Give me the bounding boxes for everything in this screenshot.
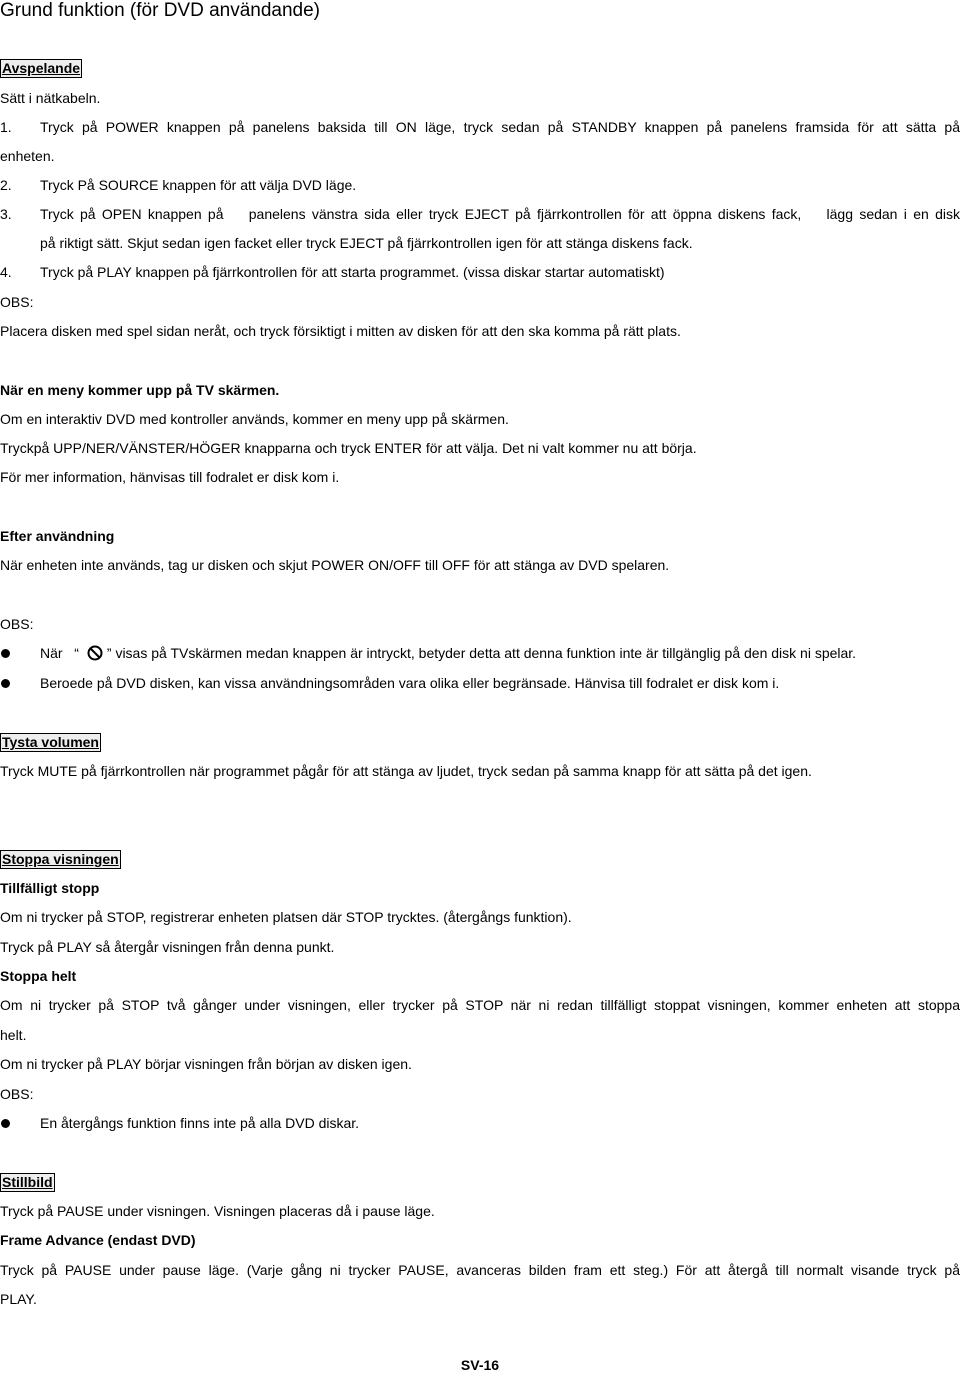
subheading-tillfalligt: Tillfälligt stopp (0, 880, 100, 896)
obs-label: OBS: (0, 616, 34, 632)
section-heading-avspelande (0, 59, 960, 78)
heading-stillbild: Stillbild (2, 1174, 53, 1190)
efter-text: När enheten inte används, tag ur disken och skjut POWER ON/OFF till OFF för att stänga av DVD spelaren. (0, 557, 670, 573)
bullet-icon (1, 649, 10, 658)
tysta-text: Tryck MUTE på fjärrkontrollen när programmet pågår för att stänga av ljudet, tryck sedan på samma knapp för att sätta på det igen. (0, 763, 812, 779)
stillbild-line: Tryck på PAUSE under pause läge. (Varje gång ni trycker PAUSE, avanceras bilden fram ett steg.) För att återgå till normalt visande tryck på (0, 1262, 960, 1278)
heading-stoppa: Stoppa visningen (2, 851, 119, 867)
bullet-text (40, 644, 960, 665)
step-text: Tryck på PLAY knappen på fjärrkontrollen för att starta programmet. (vissa diskar startar automatiskt) (40, 264, 665, 280)
bullet-text: Beroede på DVD disken, kan vissa användningsområden vara olika eller begränsade. Hänvisa till fodralet er disk kom i. (40, 675, 780, 691)
step-number: 1. (0, 119, 12, 135)
obs-label: OBS: (0, 294, 34, 310)
obs-text: Placera disken med spel sidan neråt, och tryck försiktigt i mitten av disken för att den ska komma på rätt plats. (0, 323, 681, 339)
step-text: Tryck på POWER knappen på panelens baksida till ON läge, tryck sedan på STANDBY knappen på panelens framsida för att sätta på (40, 119, 960, 135)
section-heading-tysta (0, 733, 960, 752)
bullet-text-post: ” visas på TVskärmen medan knappen är intryckt, betyder detta att denna funktion inte är tillgänglig på den disk ni spelar. (106, 645, 857, 661)
page-number: SV-16 (460, 1357, 500, 1373)
step-number: 3. (0, 206, 12, 222)
step-number: 2. (0, 177, 12, 193)
obs-label: OBS: (0, 1086, 34, 1102)
heading-meny: När en meny kommer upp på TV skärmen. (0, 382, 280, 398)
stoppa-line: helt. (0, 1027, 27, 1043)
step-text: på riktigt sätt. Skjut sedan igen facket eller tryck EJECT på fjärrkontrollen igen för att stänga diskens fack. (40, 235, 693, 251)
meny-line: Tryckpå UPP/NER/VÄNSTER/HÖGER knapparna och tryck ENTER för att välja. Det ni valt kommer nu att börja. (0, 440, 697, 456)
step-text: Tryck På SOURCE knappen för att välja DVD läge. (40, 177, 357, 193)
meny-line: För mer information, hänvisas till fodralet er disk kom i. (0, 469, 340, 485)
heading-tysta: Tysta volumen (2, 734, 99, 750)
avspelande-intro: Sätt i nätkabeln. (0, 90, 101, 106)
subheading-stoppa-helt: Stoppa helt (0, 968, 77, 984)
section-heading-stoppa (0, 850, 960, 869)
heading-avspelande: Avspelande (2, 60, 81, 76)
stoppa-line: Om ni trycker på STOP, registrerar enheten platsen där STOP trycktes. (återgångs funktion). (0, 909, 572, 925)
section-heading-stillbild (0, 1173, 960, 1192)
meny-line: Om en interaktiv DVD med kontroller används, kommer en meny upp på skärmen. (0, 411, 509, 427)
bullet-icon (1, 679, 10, 688)
stillbild-text: Tryck på PAUSE under visningen. Visningen placeras då i pause läge. (0, 1203, 435, 1219)
prohibited-icon (87, 645, 103, 665)
bullet-text: En återgångs funktion finns inte på alla DVD diskar. (40, 1115, 360, 1131)
step-number: 4. (0, 264, 12, 280)
step-text: Tryck på OPEN knappen på panelens vänstra sida eller tryck EJECT på fjärrkontrollen för att öppna diskens fack, lägg sedan i en disk (40, 206, 960, 222)
step-1-continued: enheten. (0, 148, 55, 164)
stoppa-line: Om ni trycker på PLAY börjar visningen från början av disken igen. (0, 1056, 412, 1072)
stoppa-line: Tryck på PLAY så återgår visningen från denna punkt. (0, 939, 335, 955)
stillbild-line: PLAY. (0, 1291, 37, 1307)
bullet-text-pre: När “ (40, 645, 79, 661)
subheading-frame-advance: Frame Advance (endast DVD) (0, 1232, 196, 1248)
bullet-icon (1, 1119, 10, 1128)
page-title: Grund funktion (för DVD användande) (0, 0, 321, 21)
heading-efter: Efter användning (0, 528, 115, 544)
stoppa-line: Om ni trycker på STOP två gånger under visningen, eller trycker på STOP när ni redan tillfälligt stoppat visningen, kommer enheten att stoppa (0, 997, 960, 1013)
